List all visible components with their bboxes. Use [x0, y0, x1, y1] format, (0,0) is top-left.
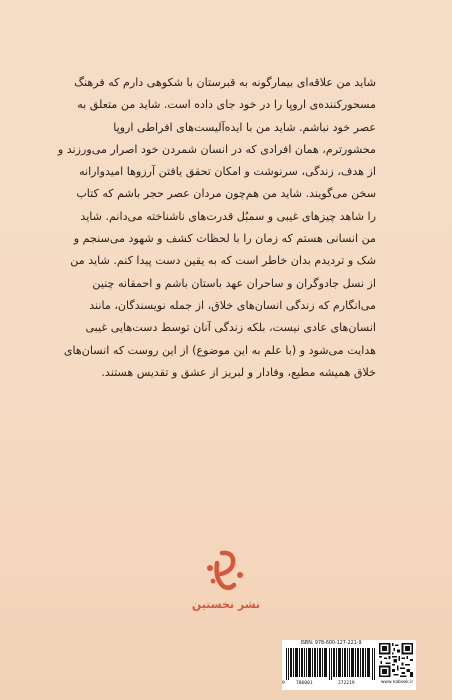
blurb-line: سخن می‌گویند. شاید من هم‌چون مردان عصر حجر باشم که کتاب: [76, 187, 376, 201]
blurb-line: شاید من علاقه‌ای بیمارگونه به قبرستان با شکوهی دارم که فرهنگ: [74, 76, 376, 89]
blurb-line: از نسل جادوگران و ساحران عهد باستان باشم و احمقانه چنین: [92, 276, 376, 290]
back-cover-blurb: [57, 72, 376, 384]
barcode-digit-prefix: 9: [282, 681, 285, 686]
isbn-barcode-box: [282, 640, 416, 690]
blurb-line: مسحورکننده‌ی اروپا را در خود جای داده است. شاید من متعلق به: [77, 98, 376, 112]
publisher-website: www.nabook.ir: [380, 680, 414, 685]
barcode-digits-group-1: 786001: [296, 681, 313, 686]
blurb-line: شک و تردیدم بدان خاطر است که به یقین دست پیدا کنم. شاید من: [70, 254, 376, 268]
blurb-line: من انسانی هستم که زمان را با لحظات کشف و شهود می‌سنجم و: [73, 232, 376, 246]
blurb-line: محشورترم، همان افرادی که در انسان شمردن خود اصرار می‌ورزند و: [57, 142, 376, 156]
blurb-line: عصر خود نباشم. شاید من با ایده‌آلیست‌های افراطی اروپا: [113, 120, 376, 134]
publisher-name: نشر نخستین: [191, 598, 261, 611]
qr-code-icon: [379, 643, 413, 677]
barcode-icon: [286, 648, 376, 680]
blurb-line: می‌انگارم که زندگی انسان‌های خلاق، از جمله نویسندگان، مانند: [89, 298, 376, 312]
barcode-digits-group-2: 272219: [338, 681, 355, 686]
blurb-line: از هدف، زندگی، سرنوشت و امکان تحقق یافتن آرزوها امیدوارانه: [79, 165, 376, 179]
publisher-logo-icon: [200, 548, 252, 594]
blurb-line: انسان‌های عادی نیست، بلکه زندگی آنان توسط دست‌هایی غیبی: [85, 321, 376, 335]
isbn-text: ISBN: 978-600-127-221-9: [300, 641, 362, 646]
blurb-line: را شاهد چیزهای غیبی و سمبُل قدرت‌های ناشناخته می‌دانم. شاید: [80, 209, 376, 223]
blurb-line: خلاق همیشه مطیع، وفادار و لبریز از عشق و تقدیس هستند.: [101, 365, 376, 379]
blurb-line: هدایت می‌شود و (با علم به این موضوع) از این روست که انسان‌های: [63, 343, 376, 357]
